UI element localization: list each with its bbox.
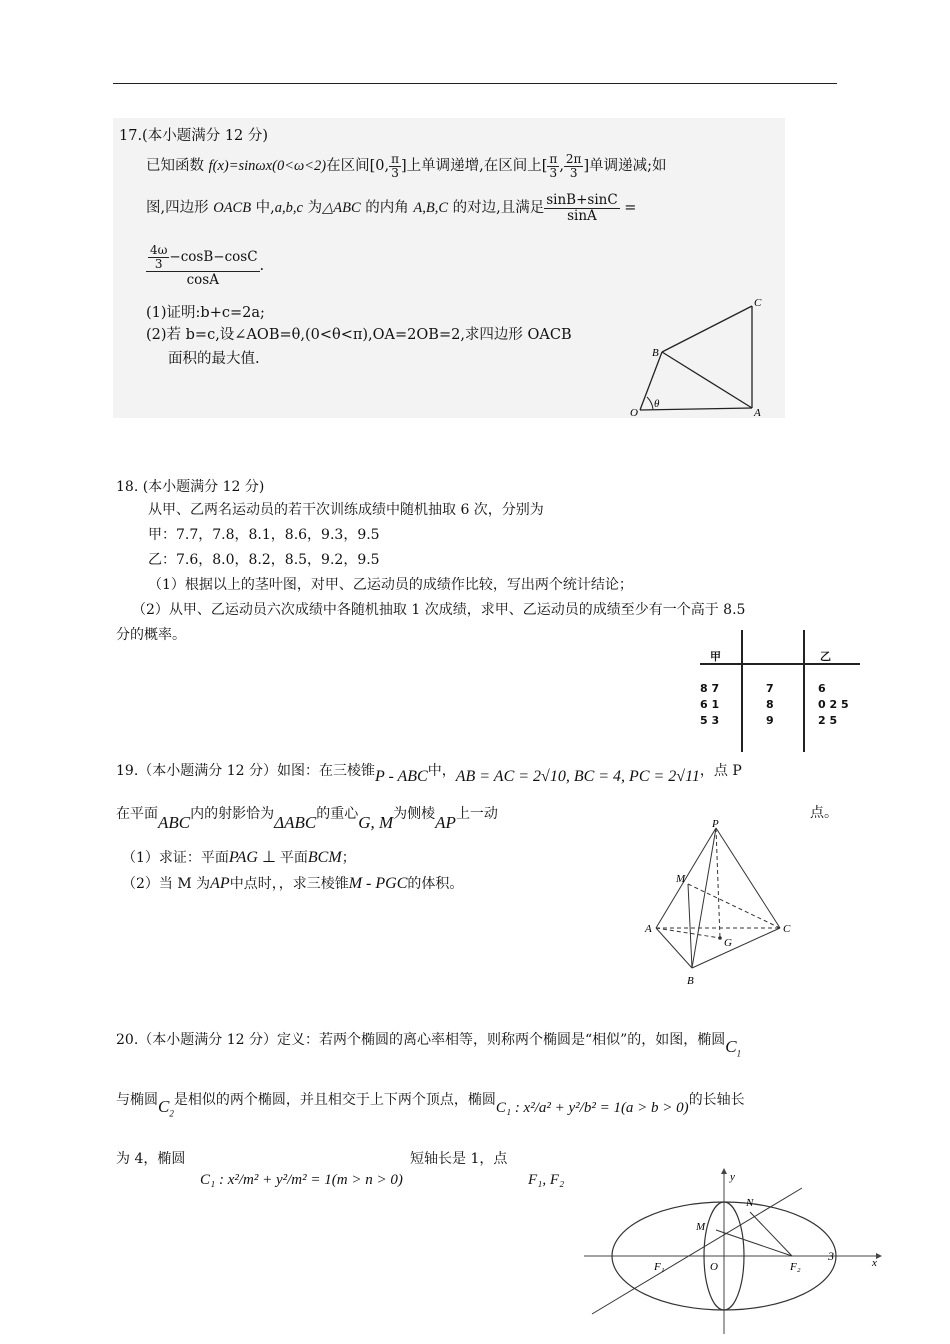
q17-l1b: 在区间 xyxy=(326,158,370,174)
q20-label-f2: F₂ xyxy=(790,1261,801,1273)
q17-cos-den: cosA xyxy=(186,272,219,288)
q17-omega-num: 4ω xyxy=(150,243,168,257)
q17-label-b: B xyxy=(652,347,659,359)
q19-plane-abc: ABC xyxy=(158,813,191,832)
q17-abc-sides: a,b,c xyxy=(274,200,303,216)
q17-cos-num: −cosB−cosC xyxy=(169,249,258,265)
q17-l2e: 的对边,且满足 xyxy=(448,200,545,216)
q19-label-p: P xyxy=(712,818,719,830)
q20-line-1 xyxy=(116,1024,742,1059)
q19-p1a: （1）求证：平面 xyxy=(122,850,229,866)
q19-p2a: （2）当 M 为 xyxy=(122,876,211,892)
q17-l1d: 单调递减;如 xyxy=(589,158,667,174)
q17-theta-arc xyxy=(647,397,653,409)
q17-int2-open: [ xyxy=(541,158,548,174)
q19-mpgc: M - PGC xyxy=(348,875,408,892)
q17-pi-den-b: 3 xyxy=(549,165,558,180)
q19-part-1 xyxy=(122,846,356,870)
q19-ap: AP xyxy=(435,813,456,832)
q17-l2b: 中, xyxy=(251,200,275,216)
q17-pi-over-3 xyxy=(389,153,401,180)
q17-part-2b: 面积的最大值. xyxy=(168,351,260,367)
q20-line-2 xyxy=(116,1082,745,1119)
q20-l2c: 的长轴长 xyxy=(688,1092,745,1108)
q19-edge-mb xyxy=(688,884,692,968)
q19-edge-pb xyxy=(692,828,716,968)
q19-line-2 xyxy=(116,798,498,832)
q17-int2-close: ] xyxy=(583,158,590,174)
q19-p2b: 中点时，，求三棱锥 xyxy=(229,876,349,892)
q20-label-o: O xyxy=(710,1261,718,1273)
q17-omega-frac xyxy=(148,244,169,271)
stem-row-3-stem: 9 xyxy=(766,714,774,727)
q17-oacb: OACB xyxy=(213,200,252,216)
q20-label-x: x xyxy=(872,1257,877,1269)
q19-p2c: 的体积。 xyxy=(407,876,464,892)
q17-l2a: 图,四边形 xyxy=(146,200,214,216)
q19-edge-ag xyxy=(656,928,720,938)
stem-right-header: 乙 xyxy=(820,650,831,663)
q19-triangle: ΔABC xyxy=(274,813,317,832)
q17-quadrilateral-figure xyxy=(628,296,768,420)
q19-l2d: 为侧棱 xyxy=(393,806,436,822)
q17-long-num xyxy=(146,244,260,272)
q17-label-o: O xyxy=(630,407,638,419)
stem-row-3-left: 5 3 xyxy=(700,714,720,727)
q20-l2a: 与椭圆 xyxy=(116,1092,158,1108)
q20-label-m: M xyxy=(696,1221,706,1233)
q17-l1c: 上单调递增,在区间上 xyxy=(406,158,542,174)
q20-c2-sub: 2 xyxy=(169,1108,174,1119)
stem-left-header: 甲 xyxy=(710,650,721,663)
q19-p2-ap: AP xyxy=(210,875,230,892)
q19-pabc: P - ABC xyxy=(374,768,428,785)
q20-segment-nf2 xyxy=(750,1212,792,1256)
stem-header-rule xyxy=(700,663,860,665)
q19-edge-bc xyxy=(692,928,780,968)
q20-header: 20.（本小题满分 12 分）定义：若两个椭圆的离心率相等，则称两个椭圆是“相似”的，如图，椭圆 xyxy=(116,1032,726,1048)
stem-row-1-left: 8 7 xyxy=(700,682,720,695)
q20-c2-letter: C xyxy=(158,1097,170,1116)
q19-point-g xyxy=(718,936,722,940)
q20-c1 xyxy=(725,1037,742,1059)
q17-int1-open: [0, xyxy=(369,158,390,174)
q17-line-3 xyxy=(146,244,264,288)
q18-part-1: （1）根据以上的茎叶图，对甲、乙运动员的成绩作比较，写出两个统计结论； xyxy=(148,577,633,593)
q18-intro: 从甲、乙两名运动员的若干次训练成绩中随机抽取 6 次，分别为 xyxy=(148,502,544,518)
q20-l3b: 短轴长是 1，点 xyxy=(410,1151,508,1167)
stem-row-2-right: 0 2 5 xyxy=(818,698,849,711)
q19-perp: ⊥ xyxy=(257,849,280,866)
q20-label-y: y xyxy=(730,1171,735,1183)
q17-2pi-over-3 xyxy=(564,153,584,180)
q19-pyramid-figure xyxy=(640,818,800,990)
q20-segment-mf2 xyxy=(716,1230,792,1256)
q17-l3-end: . xyxy=(259,258,265,274)
q17-line-1: 已知函数 f(x)=sinωx(0<ω<2)在区间[0, $\frac{\pi}{3}$ ]上单调递增,在区间上[ $\frac{\pi}{3}$ , $\frac{2\pi}{3}$ ]单调递减;如 xyxy=(146,151,667,180)
q19-gm: G, M xyxy=(358,813,394,832)
q18-stem-leaf-plot xyxy=(700,630,870,752)
q19-label-c: C xyxy=(783,923,791,935)
q17-eq: = xyxy=(619,200,637,216)
q20-label-f1: F₁ xyxy=(654,1261,665,1273)
q19-bcm: BCM xyxy=(307,849,342,866)
q19-l2a: 在平面 xyxy=(116,806,158,822)
stem-divider-right xyxy=(803,630,805,752)
q20-foci: F₁, F₂ xyxy=(528,1172,565,1188)
q17-triangle: △ABC xyxy=(322,200,361,216)
stem-row-2-stem: 8 xyxy=(766,698,774,711)
q20-l3a: 为 4，椭圆 xyxy=(116,1151,186,1167)
q17-l2d: 的内角 xyxy=(360,200,414,216)
q19-label-g: G xyxy=(724,937,732,949)
q20-y-arrow xyxy=(721,1168,727,1174)
q19-l2c: 的重心 xyxy=(316,806,359,822)
q17-pi-over-3b xyxy=(547,153,559,180)
q20-c1-letter: C xyxy=(725,1037,737,1056)
q20-l2b: 是相似的两个椭圆，并且相交于上下两个顶点，椭圆 xyxy=(173,1092,496,1108)
q17-label-theta: θ xyxy=(654,398,660,410)
q17-pi-den: 3 xyxy=(391,165,399,180)
q18-header: 18. (本小题满分 12 分) xyxy=(116,479,265,495)
q17-omega-den: 3 xyxy=(154,257,163,271)
q17-part-2: (2)若 b=c,设∠AOB=θ,(0<θ<π),OA=2OB=2,求四边形 OACB xyxy=(146,327,572,343)
stem-divider-left xyxy=(741,630,743,752)
q17-sin-fraction xyxy=(544,193,619,224)
q18-part-2b: 分的概率。 xyxy=(116,627,186,643)
q19-zhong: 中， xyxy=(427,763,456,779)
stem-row-1-right: 6 xyxy=(818,682,826,695)
stem-row-3-right: 2 5 xyxy=(818,714,838,727)
q17-line-2 xyxy=(146,190,636,226)
q18-part-2: （2）从甲、乙运动员六次成绩中各随机抽取 1 次成绩，求甲、乙运动员的成绩至少有一个高于 8.5 xyxy=(132,602,746,618)
q20-c2 xyxy=(158,1097,174,1119)
q17-header: 17.(本小题满分 12 分) xyxy=(119,128,269,144)
q20-ellipse-eq-1: C₁ : x²/a² + y²/b² = 1(a > b > 0) xyxy=(495,1100,689,1116)
q17-edge-bc xyxy=(662,306,752,352)
q17-sin-den: sinA xyxy=(567,207,597,224)
q17-edge-ba xyxy=(662,352,752,408)
q17-pi-num-b: π xyxy=(549,151,558,166)
q19-edge-ab xyxy=(656,928,692,968)
q19-line-1 xyxy=(116,756,742,786)
q19-label-b: B xyxy=(687,975,694,987)
q17-l1a: 已知函数 xyxy=(146,158,209,174)
q19-l2b: 内的射影恰为 xyxy=(190,806,275,822)
stem-row-1-stem: 7 xyxy=(766,682,774,695)
q17-pi-num: π xyxy=(391,151,399,166)
q17-2pi-den: 3 xyxy=(569,165,578,180)
q20-line-through-f1 xyxy=(592,1188,802,1314)
q20-label-n: N xyxy=(746,1197,754,1209)
q17-label-c: C xyxy=(754,297,762,309)
q19-p1c: ； xyxy=(341,850,356,866)
q17-func: f(x)=sinωx(0<ω<2) xyxy=(208,158,327,174)
q18-yi: 乙：7.6，8.0，8.2，8.5，9.2，9.5 xyxy=(148,552,380,568)
q20-ellipse-eq-2: C₁ : x²/m² + y²/m² = 1(m > n > 0) xyxy=(200,1172,403,1188)
page-number: 3 xyxy=(828,1249,834,1263)
q20-c1-sub: 1 xyxy=(736,1048,742,1059)
q19-l2f: 点。 xyxy=(810,805,838,821)
q19-edge-pg xyxy=(716,828,720,938)
q19-label-m: M xyxy=(676,873,686,885)
q17-label-a: A xyxy=(754,407,761,419)
q17-angles: A,B,C xyxy=(413,200,448,216)
q17-2pi-num: 2π xyxy=(565,151,582,166)
q17-sin-num: sinB+sinC xyxy=(546,191,618,208)
stem-row-2-left: 6 1 xyxy=(700,698,720,711)
q19-label-a: A xyxy=(645,923,652,935)
q19-part-2 xyxy=(122,872,463,896)
q19-dianp: ，点 P xyxy=(699,763,742,779)
q17-int1-close: ] xyxy=(400,158,407,174)
q20-x-arrow xyxy=(876,1253,882,1259)
q17-part-1: (1)证明:b+c=2a; xyxy=(146,305,265,321)
q20-ellipse-figure xyxy=(584,1166,884,1336)
header-rule xyxy=(113,83,837,84)
q19-condition: AB = AC = 2√10, BC = 4, PC = 2√11 xyxy=(455,768,700,785)
q18-jia: 甲：7.7，7.8，8.1，8.6，9.3，9.5 xyxy=(148,527,380,543)
q19-l2e: 上一动 xyxy=(455,806,498,822)
q17-l2c: 为 xyxy=(302,200,323,216)
q17-long-fraction xyxy=(146,244,260,288)
q19-p1b: 平面 xyxy=(279,850,308,866)
q19-pag: PAG xyxy=(228,849,258,866)
q19-header: 19.（本小题满分 12 分）如图：在三棱锥 xyxy=(116,763,375,779)
